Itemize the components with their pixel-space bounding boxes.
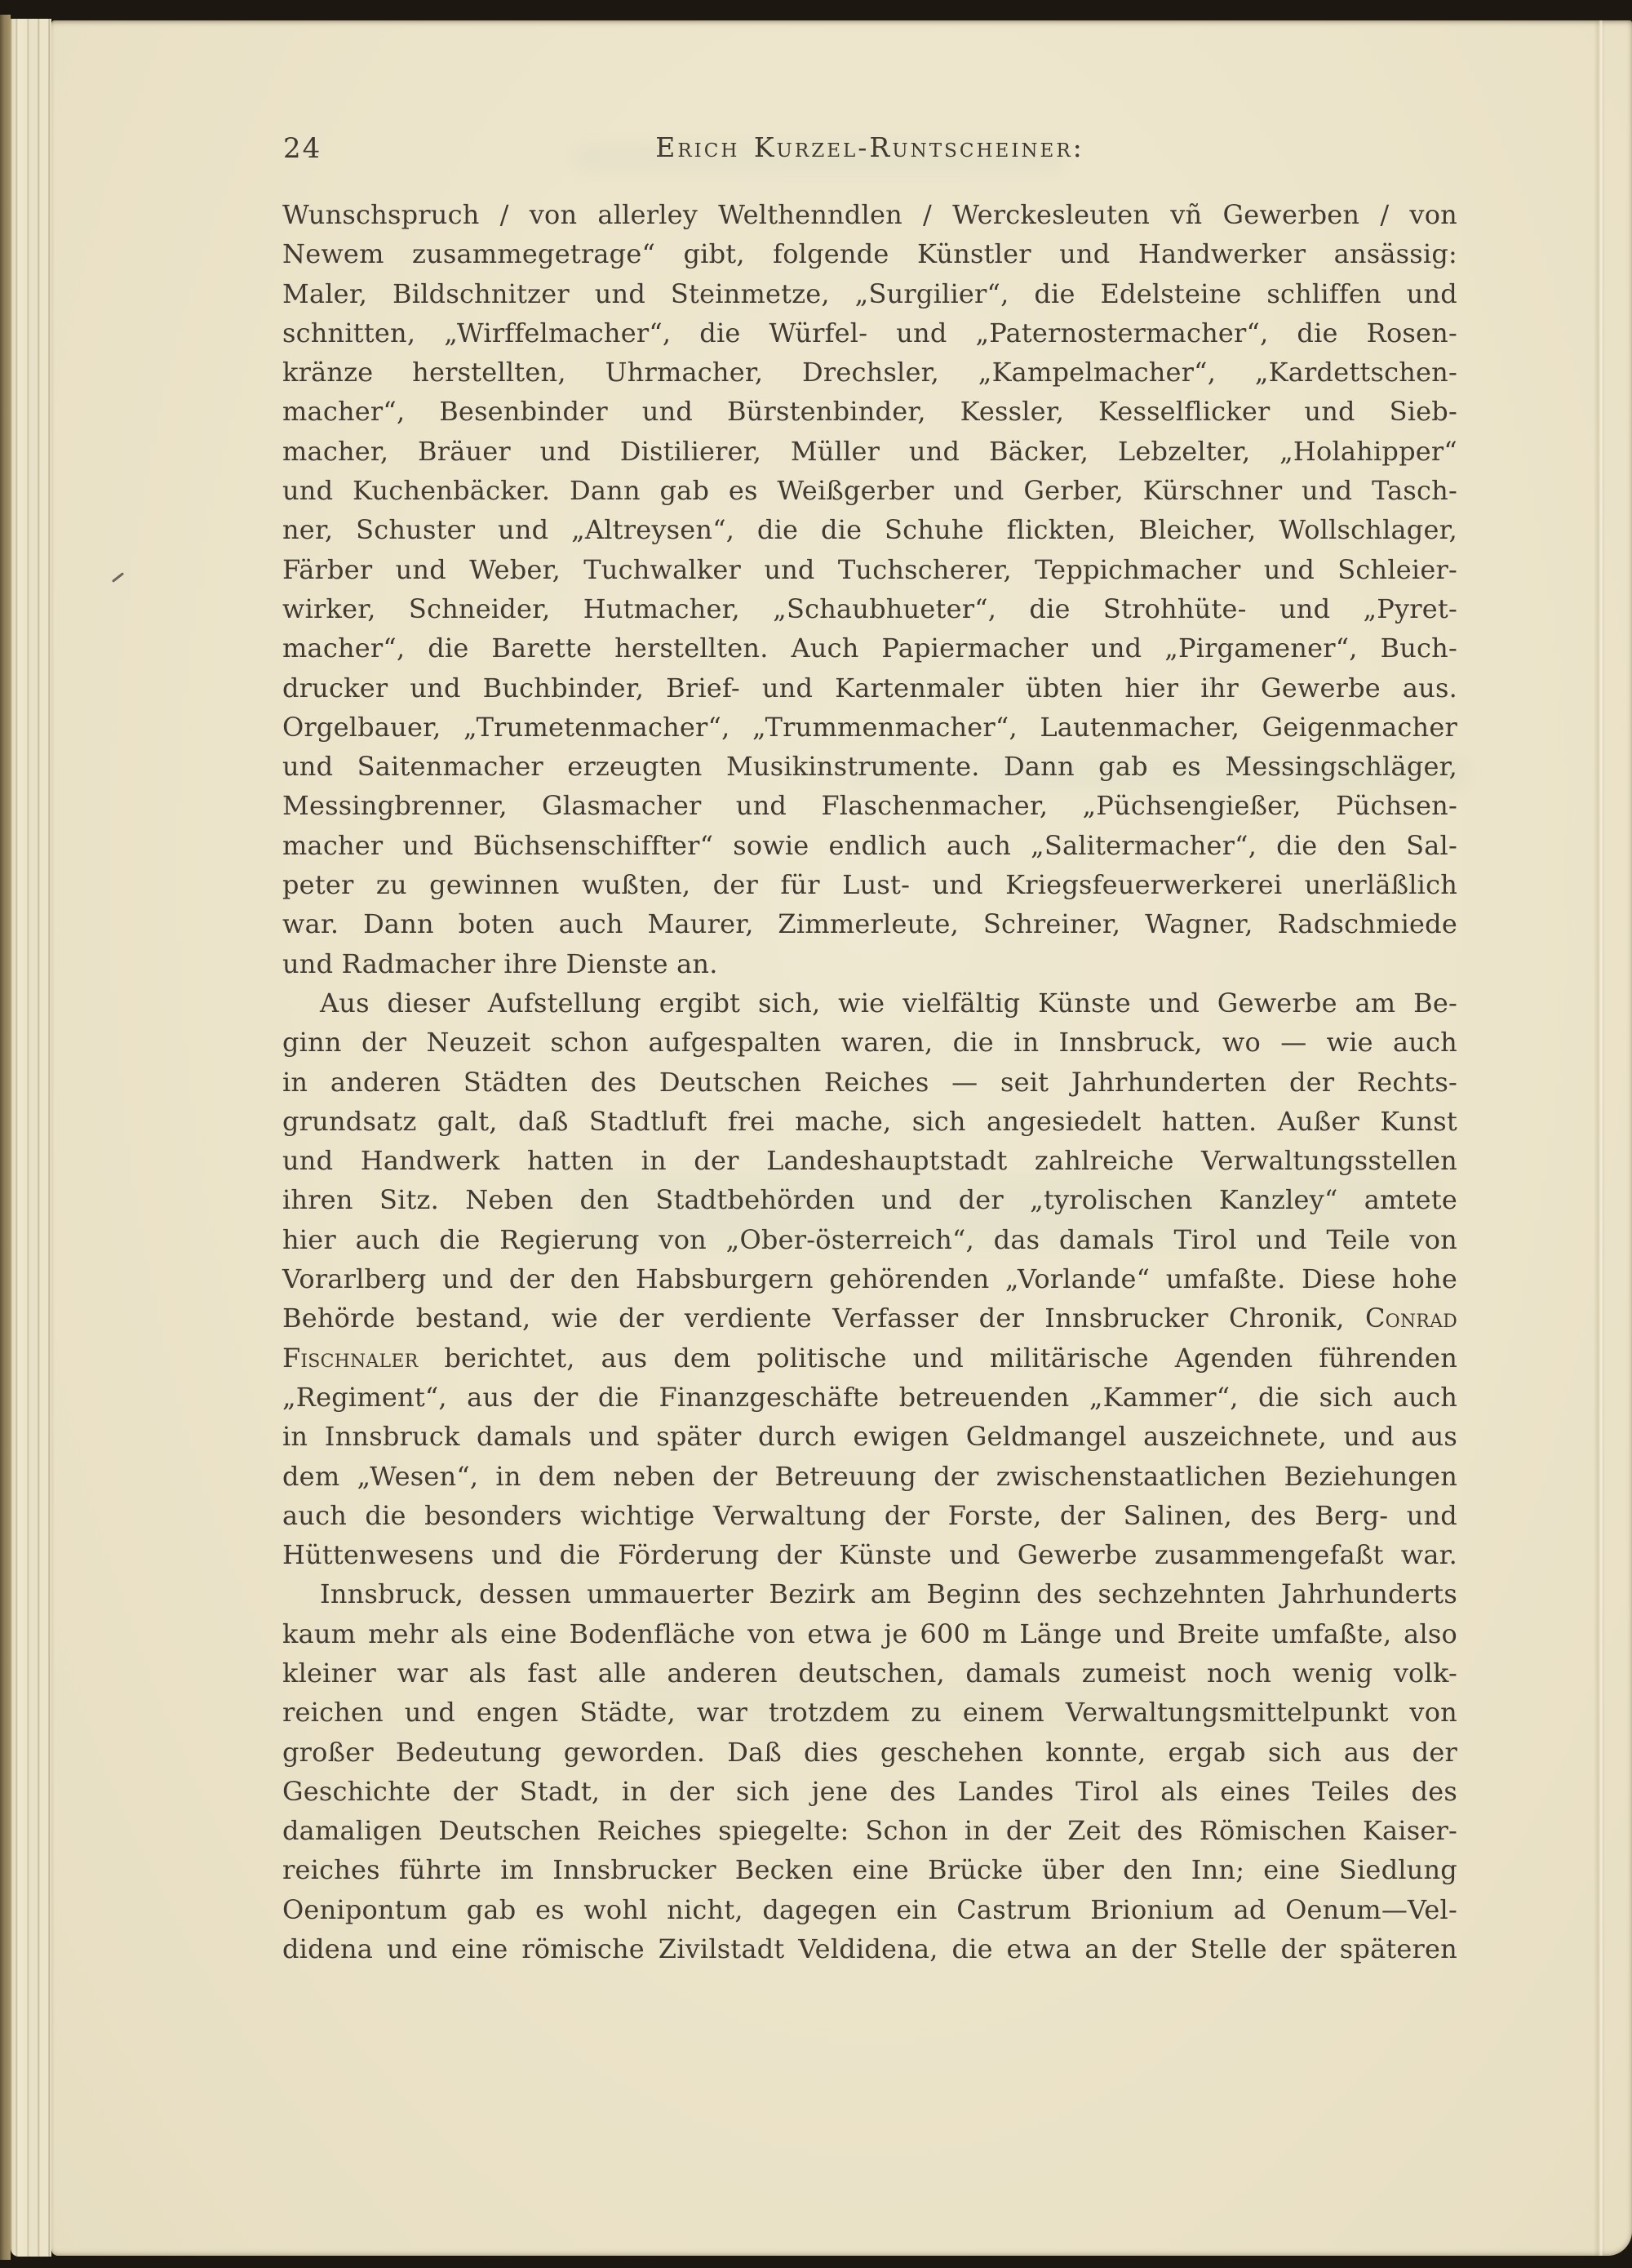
text-line: ginn der Neuzeit schon aufgespalten waren, die in Innsbruck, wo — wie auch <box>282 1027 1457 1059</box>
text-line: didena und eine römische Zivilstadt Veldidena, die etwa an der Stelle der späteren <box>282 1933 1457 1965</box>
text-line: in anderen Städten des Deutschen Reiches — seit Jahrhunderten der Rechts- <box>282 1066 1457 1098</box>
text-line: Oenipontum gab es wohl nicht, dagegen ein Castrum Brionium ad Oenum—Vel- <box>282 1893 1457 1925</box>
text-line: Orgelbauer, „Trumetenmacher“, „Trummenmacher“, Lautenmacher, Geigenmacher <box>282 711 1457 743</box>
text-line: und Saitenmacher erzeugten Musikinstrumente. Dann gab es Messingschläger, <box>282 751 1457 783</box>
running-header: Erich Kurzel-Runtscheiner: <box>655 131 1084 163</box>
text-line: Maler, Bildschnitzer und Steinmetze, „Surgilier“, die Edelsteine schliffen und <box>282 277 1457 309</box>
text-line: macher, Bräuer und Distilierer, Müller und Bäcker, Lebzelter, „Holahipper“ <box>282 435 1457 467</box>
page-edge-stack <box>11 19 51 2257</box>
text-line: Vorarlberg und der den Habsburgern gehörenden „Vorlande“ umfaßte. Diese hohe <box>282 1263 1457 1295</box>
text-line: Messingbrenner, Glasmacher und Flaschenmacher, „Püchsengießer, Püchsen- <box>282 790 1457 822</box>
text-line: ihren Sitz. Neben den Stadtbehörden und der „tyrolischen Kanzley“ amtete <box>282 1184 1457 1216</box>
text-line: drucker und Buchbinder, Brief- und Kartenmaler übten hier ihr Gewerbe aus. <box>282 672 1457 703</box>
small-caps-name: Conrad <box>1364 1303 1457 1334</box>
text-line: war. Dann boten auch Maurer, Zimmerleute, Schreiner, Wagner, Radschmiede <box>282 908 1457 940</box>
text-line: kränze herstellten, Uhrmacher, Drechsler, „Kampelmacher“, „Kardettschen- <box>282 357 1457 388</box>
text-line: Behörde bestand, wie der verdiente Verfasser der Innsbrucker Chronik, Conrad <box>282 1303 1457 1334</box>
text-line: macher“, die Barette herstellten. Auch Papiermacher und „Pirgamener“, Buch- <box>282 632 1457 664</box>
text-line: grundsatz galt, daß Stadtluft frei mache, sich angesiedelt hatten. Außer Kunst <box>282 1105 1457 1137</box>
text-line: peter zu gewinnen wußten, der für Lust- und Kriegsfeuerwerkerei unerläßlich <box>282 869 1457 901</box>
text-line: und Kuchenbäcker. Dann gab es Weißgerber und Gerber, Kürschner und Tasch- <box>282 475 1457 507</box>
book-spine <box>0 15 11 2260</box>
text-line: kaum mehr als eine Bodenfläche von etwa je 600 m Länge und Breite umfaßte, also <box>282 1618 1457 1649</box>
text-line: „Regiment“, aus der die Finanzgeschäfte betreuenden „Kammer“, die sich auch <box>282 1381 1457 1413</box>
text-line: reichen und engen Städte, war trotzdem zu einem Verwaltungsmittelpunkt von <box>282 1697 1457 1729</box>
text-line: und Handwerk hatten in der Landeshauptstadt zahlreiche Verwaltungsstellen <box>282 1145 1457 1177</box>
text-line: Fischnaler berichtet, aus dem politische und militärische Agenden führenden <box>282 1342 1457 1374</box>
text-line: damaligen Deutschen Reiches spiegelte: Schon in der Zeit des Römischen Kaiser- <box>282 1815 1457 1847</box>
text-line: wirker, Schneider, Hutmacher, „Schaubhueter“, die Strohhüte- und „Pyret- <box>282 593 1457 624</box>
paragraph <box>282 195 1457 983</box>
text-line: macher und Büchsenschiffter“ sowie endlich auch „Salitermacher“, die den Sal- <box>282 829 1457 861</box>
body-text <box>282 195 1457 1968</box>
page-number: 24 <box>283 132 322 165</box>
text-line: Geschichte der Stadt, in der sich jene des Landes Tirol als eines Teiles des <box>282 1775 1457 1807</box>
text-line: dem „Wesen“, in dem neben der Betreuung der zwischenstaatlichen Beziehungen <box>282 1460 1457 1492</box>
text-line: und Radmacher ihre Dienste an. <box>282 948 718 979</box>
text-line: macher“, Besenbinder und Bürstenbinder, Kessler, Kesselflicker und Sieb- <box>282 396 1457 428</box>
text-line: schnitten, „Wirffelmacher“, die Würfel- und „Paternostermacher“, die Rosen- <box>282 317 1457 348</box>
text-line: ner, Schuster und „Altreysen“, die die Schuhe flickten, Bleicher, Wollschlager, <box>282 514 1457 546</box>
book-page <box>51 20 1632 2256</box>
paragraph <box>282 983 1457 1574</box>
text-line: Hüttenwesens und die Förderung der Künste und Gewerbe zusammengefaßt war. <box>282 1539 1457 1571</box>
text-line: reiches führte im Innsbrucker Becken eine Brücke über den Inn; eine Siedlung <box>282 1854 1457 1886</box>
paragraph <box>282 1574 1457 1968</box>
text-line: Newem zusammegetrage“ gibt, folgende Künstler und Handwerker ansässig: <box>282 238 1457 270</box>
text-line: auch die besonders wichtige Verwaltung der Forste, der Salinen, des Berg- und <box>282 1499 1457 1531</box>
page-header <box>282 131 1457 169</box>
page-crease <box>1594 20 1605 2256</box>
text-line: Innsbruck, dessen ummauerter Bezirk am Beginn des sechzehnten Jahrhunderts <box>320 1578 1457 1610</box>
text-line: kleiner war als fast alle anderen deutschen, damals zumeist noch wenig volk- <box>282 1657 1457 1689</box>
text-line: hier auch die Regierung von „Ober-österreich“, das damals Tirol und Teile von <box>282 1223 1457 1255</box>
margin-pen-mark <box>112 572 124 583</box>
small-caps-name: Fischnaler <box>282 1342 419 1374</box>
text-line: Wunschspruch / von allerley Welthenndlen / Werckesleuten vñ Gewerben / von <box>282 199 1457 230</box>
text-line: Aus dieser Aufstellung ergibt sich, wie vielfältig Künste und Gewerbe am Be- <box>320 987 1457 1019</box>
text-line: in Innsbruck damals und später durch ewigen Geldmangel auszeichnete, und aus <box>282 1421 1457 1453</box>
text-line: Färber und Weber, Tuchwalker und Tuchscherer, Teppichmacher und Schleier- <box>282 553 1457 585</box>
text-line: großer Bedeutung geworden. Daß dies geschehen konnte, ergab sich aus der <box>282 1736 1457 1768</box>
